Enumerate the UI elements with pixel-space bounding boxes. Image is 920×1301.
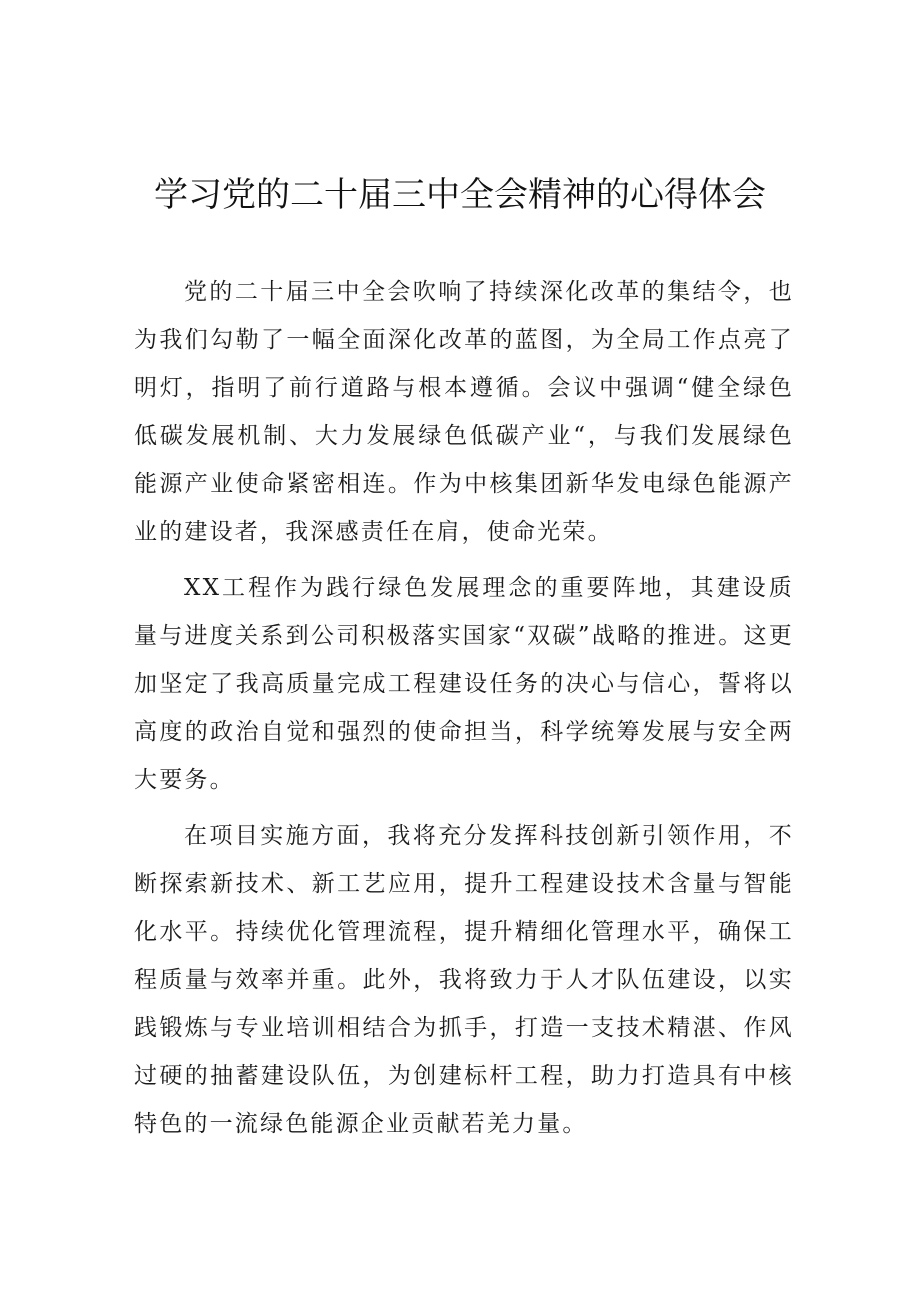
document-title: 学习党的二十届三中全会精神的心得体会	[154, 175, 766, 215]
document-body	[134, 268, 794, 1156]
paragraph-3: 在项目实施方面，我将充分发挥科技创新引领作用，不断探索新技术、新工艺应用，提升工程建设技术含量与智能化水平。持续优化管理流程，提升精细化管理水平，确保工程质量与效率并重。此外，我将致力于人才队伍建设，以实践锻炼与专业培训相结合为抓手，打造一支技术精湛、作风过硬的抽蓄建设队伍，为创建标杆工程，助力打造具有中核特色的一流绿色能源企业贡献若羌力量。	[134, 823, 794, 1137]
paragraph-1: 党的二十届三中全会吹响了持续深化改革的集结令，也为我们勾勒了一幅全面深化改革的蓝图，为全局工作点亮了明灯，指明了前行道路与根本遵循。会议中强调“健全绿色低碳发展机制、大力发展绿色低碳产业“，与我们发展绿色能源产业使命紧密相连。作为中核集团新华发电绿色能源产业的建设者，我深感责任在肩，使命光荣。	[134, 279, 794, 545]
paragraph-2: XX工程作为践行绿色发展理念的重要阵地，其建设质量与进度关系到公司积极落实国家“双碳”战略的推进。这更加坚定了我高质量完成工程建设任务的决心与信心，誓将以高度的政治自觉和强烈的使命担当，科学统筹发展与安全两大要务。	[134, 575, 794, 793]
